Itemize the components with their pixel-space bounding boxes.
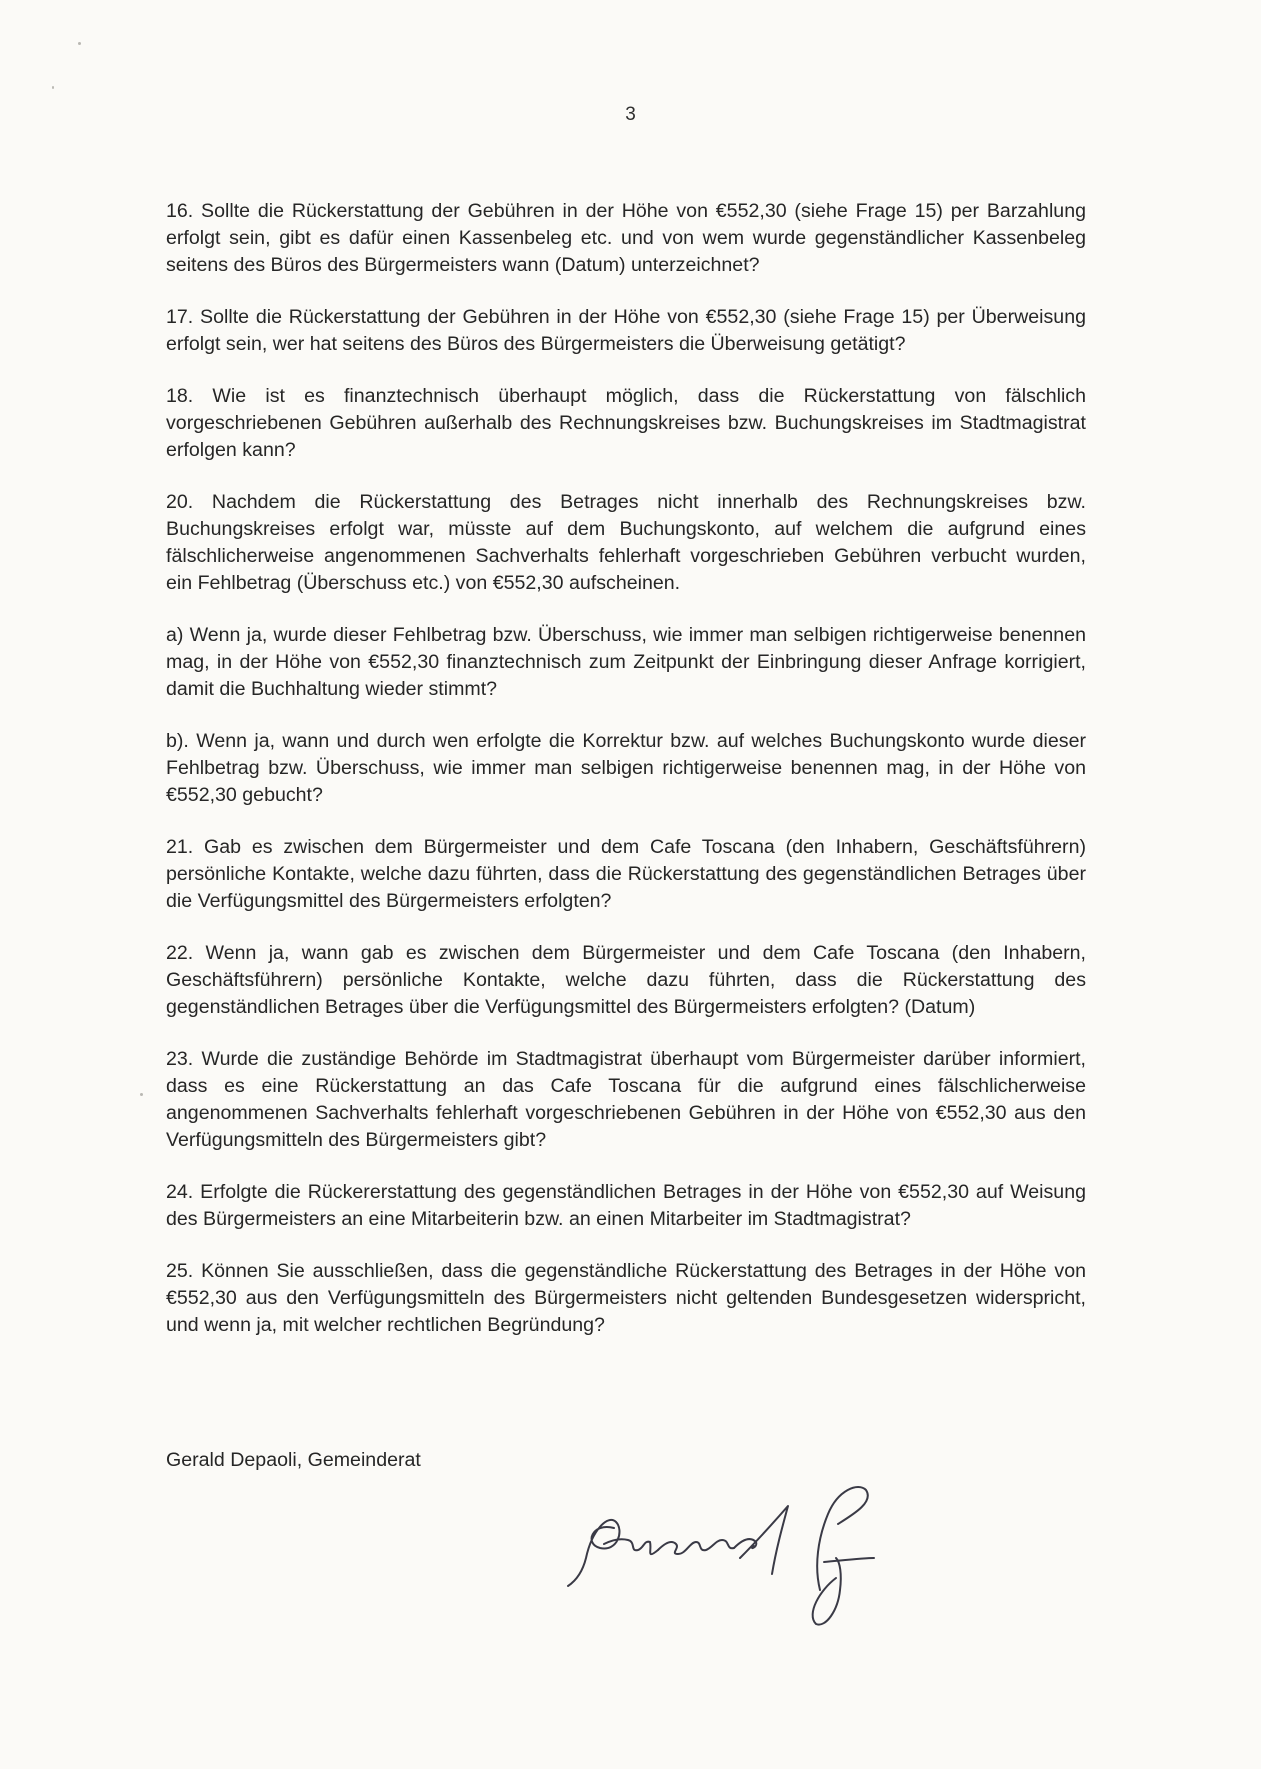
- page-number: 3: [625, 104, 636, 125]
- paragraph-question-18: 18. Wie ist es finanztechnisch überhaupt möglich, dass die Rückerstattung von fälschlich vorgeschriebenen Gebühren außerhalb des Rechnungskreises bzw. Buchungskreises im Stadtmagistrat erfolgen kann?: [166, 385, 1086, 461]
- paragraph-question-16: 16. Sollte die Rückerstattung der Gebühren in der Höhe von €552,30 (siehe Frage 15) per Barzahlung erfolgt sein, gibt es dafür einen Kassenbeleg etc. und von wem wurde gegenständlicher Kassenbeleg seitens des Büros des Bürgermeisters wann (Datum) unterzeichnet?: [166, 200, 1086, 276]
- scan-speck: [78, 42, 81, 45]
- paragraph-question-25: 25. Können Sie ausschließen, dass die gegenständliche Rückerstattung des Betrages in der Höhe von €552,30 aus den Verfügungsmitteln des Bürgermeisters nicht geltenden Bundesgesetzen widerspricht, und wenn ja, mit welcher rechtlichen Begründung?: [166, 1260, 1086, 1336]
- paragraph-question-17: 17. Sollte die Rückerstattung der Gebühren in der Höhe von €552,30 (siehe Frage 15) per Überweisung erfolgt sein, wer hat seitens des Büros des Bürgermeisters die Überweisung getätigt?: [166, 306, 1086, 355]
- question-list: [166, 198, 1086, 1364]
- paragraph-question-23: 23. Wurde die zuständige Behörde im Stadtmagistrat überhaupt vom Bürgermeister darüber informiert, dass es eine Rückerstattung an das Cafe Toscana für die aufgrund eines fälschlicherweise angenommenen Sachverhalts fehlerhaft vorgeschriebenen Gebühren in der Höhe von €552,30 aus den Verfügungsmitteln des Bürgermeisters gibt?: [166, 1048, 1086, 1151]
- paragraph-question-24: 24. Erfolgte die Rückererstattung des gegenständlichen Betrages in der Höhe von €552,30 auf Weisung des Bürgermeisters an eine Mitarbeiterin bzw. an einen Mitarbeiter im Stadtmagistrat?: [166, 1181, 1086, 1230]
- paragraph-question-21: 21. Gab es zwischen dem Bürgermeister und dem Cafe Toscana (den Inhabern, Geschäftsführern) persönliche Kontakte, welche dazu führten, dass die Rückerstattung des gegenständlichen Betrages über die Verfügungsmittel des Bürgermeisters erfolgten?: [166, 836, 1086, 912]
- handwritten-signature: [562, 1478, 922, 1628]
- scan-speck: [52, 86, 54, 89]
- scan-speck: [140, 1093, 143, 1096]
- signatory-line: Gerald Depaoli, Gemeinderat: [166, 1449, 421, 1471]
- paragraph-question-20a: a) Wenn ja, wurde dieser Fehlbetrag bzw. Überschuss, wie immer man selbigen richtigerweise benennen mag, in der Höhe von €552,30 finanztechnisch zum Zeitpunkt der Einbringung dieser Anfrage korrigiert, damit die Buchhaltung wieder stimmt?: [166, 624, 1086, 700]
- paragraph-question-22: 22. Wenn ja, wann gab es zwischen dem Bürgermeister und dem Cafe Toscana (den Inhabern, Geschäftsführern) persönliche Kontakte, welche dazu führten, dass die Rückerstattung des gegenständlichen Betrages über die Verfügungsmittel des Bürgermeisters erfolgten? (Datum): [166, 942, 1086, 1018]
- paragraph-question-20: 20. Nachdem die Rückerstattung des Betrages nicht innerhalb des Rechnungskreises bzw. Buchungskreises erfolgt war, müsste auf dem Buchungskonto, auf welchem die aufgrund eines fälschlicherweise angenommenen Sachverhalts fehlerhaft vorgeschrieben Gebühren verbucht wurden, ein Fehlbetrag (Überschuss etc.) von €552,30 aufscheinen.: [166, 491, 1086, 594]
- paragraph-question-20b: b). Wenn ja, wann und durch wen erfolgte die Korrektur bzw. auf welches Buchungskonto wurde dieser Fehlbetrag bzw. Überschuss, wie immer man selbigen richtigerweise benennen mag, in der Höhe von €552,30 gebucht?: [166, 730, 1086, 806]
